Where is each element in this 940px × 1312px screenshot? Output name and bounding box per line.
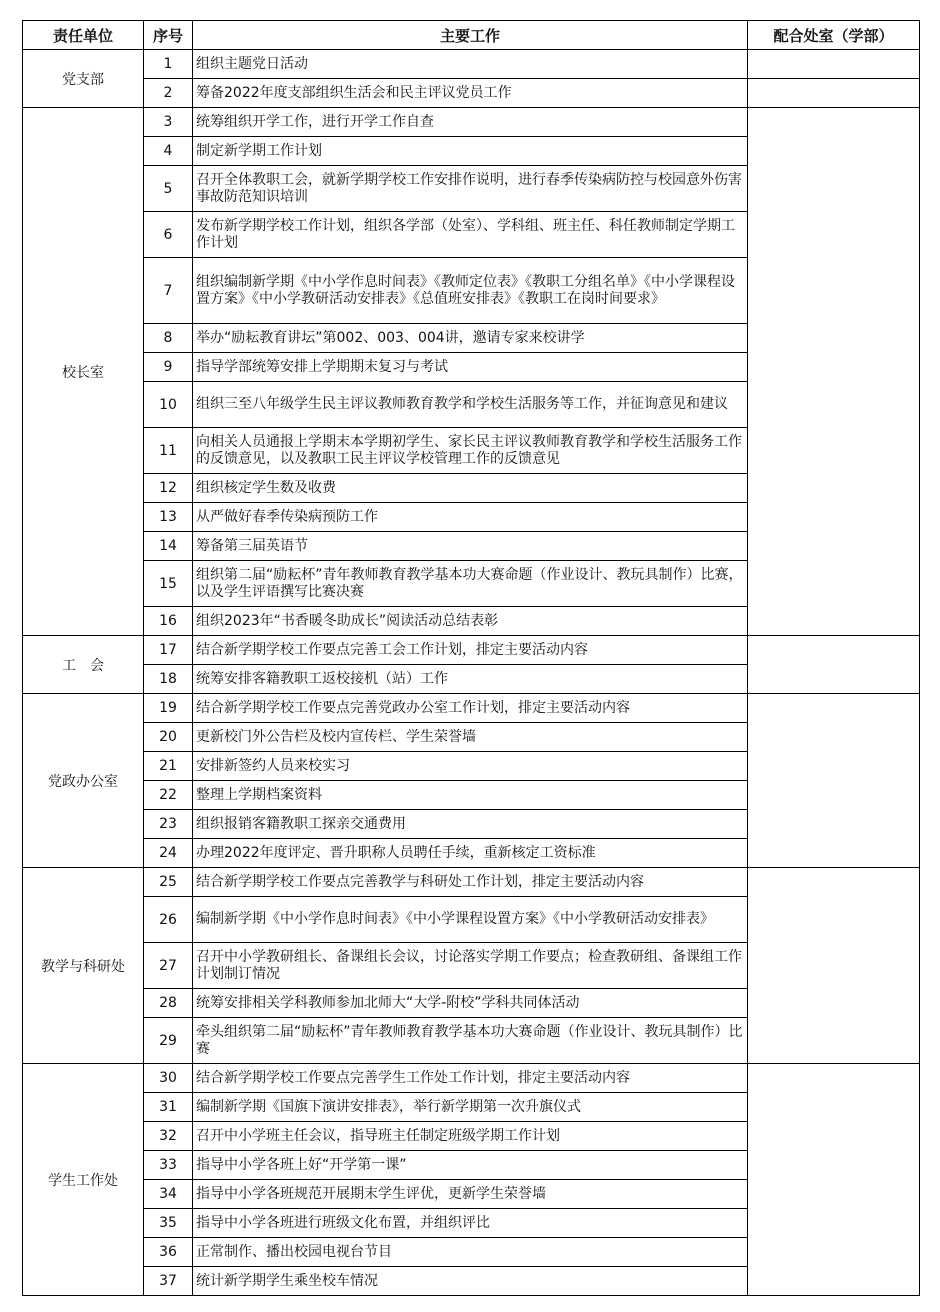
row-number: 6 bbox=[144, 212, 193, 258]
main-work: 牵头组织第二届“励耘杯”青年教师教育教学基本功大赛命题（作业设计、教玩具制作）比赛 bbox=[193, 1018, 748, 1064]
main-work: 组织核定学生数及收费 bbox=[193, 474, 748, 503]
main-work: 办理2022年度评定、晋升职称人员聘任手续，重新核定工资标准 bbox=[193, 839, 748, 868]
main-work: 组织第二届“励耘杯”青年教师教育教学基本功大赛命题（作业设计、教玩具制作）比赛，以及学生评语撰写比赛决赛 bbox=[193, 561, 748, 607]
row-number: 32 bbox=[144, 1122, 193, 1151]
row-number: 21 bbox=[144, 752, 193, 781]
main-work: 指导学部统筹安排上学期期末复习与考试 bbox=[193, 353, 748, 382]
table-row bbox=[23, 868, 920, 897]
main-work: 组织2023年“书香暖冬助成长”阅读活动总结表彰 bbox=[193, 607, 748, 636]
responsible-unit: 工 会 bbox=[23, 636, 144, 694]
main-work: 指导中小学各班进行班级文化布置，并组织评比 bbox=[193, 1209, 748, 1238]
table-row bbox=[23, 79, 920, 108]
header-row bbox=[23, 21, 920, 50]
responsible-unit: 校长室 bbox=[23, 108, 144, 636]
main-work: 召开全体教职工会，就新学期学校工作安排作说明，进行春季传染病防控与校园意外伤害事故防范知识培训 bbox=[193, 166, 748, 212]
row-number: 29 bbox=[144, 1018, 193, 1064]
row-number: 15 bbox=[144, 561, 193, 607]
header-main-work: 主要工作 bbox=[193, 21, 748, 50]
table-row bbox=[23, 50, 920, 79]
main-work: 正常制作、播出校园电视台节目 bbox=[193, 1238, 748, 1267]
row-number: 36 bbox=[144, 1238, 193, 1267]
main-work: 指导中小学各班上好“开学第一课” bbox=[193, 1151, 748, 1180]
main-work: 召开中小学班主任会议，指导班主任制定班级学期工作计划 bbox=[193, 1122, 748, 1151]
main-work: 组织三至八年级学生民主评议教师教育教学和学校生活服务等工作，并征询意见和建议 bbox=[193, 382, 748, 428]
row-number: 22 bbox=[144, 781, 193, 810]
responsible-unit: 党支部 bbox=[23, 50, 144, 108]
table-row bbox=[23, 694, 920, 723]
row-number: 19 bbox=[144, 694, 193, 723]
cooperating-office-cell bbox=[748, 694, 920, 868]
row-number: 26 bbox=[144, 897, 193, 943]
row-number: 28 bbox=[144, 989, 193, 1018]
main-work: 统计新学期学生乘坐校车情况 bbox=[193, 1267, 748, 1296]
table-row bbox=[23, 636, 920, 665]
main-work: 指导中小学各班规范开展期末学生评优，更新学生荣誉墙 bbox=[193, 1180, 748, 1209]
row-number: 27 bbox=[144, 943, 193, 989]
row-number: 1 bbox=[144, 50, 193, 79]
row-number: 16 bbox=[144, 607, 193, 636]
header-unit: 责任单位 bbox=[23, 21, 144, 50]
main-work: 编制新学期《国旗下演讲安排表》，举行新学期第一次升旗仪式 bbox=[193, 1093, 748, 1122]
row-number: 20 bbox=[144, 723, 193, 752]
main-work: 结合新学期学校工作要点完善工会工作计划，排定主要活动内容 bbox=[193, 636, 748, 665]
responsible-unit: 学生工作处 bbox=[23, 1064, 144, 1296]
row-number: 10 bbox=[144, 382, 193, 428]
main-work: 统筹安排相关学科教师参加北师大“大学-附校”学科共同体活动 bbox=[193, 989, 748, 1018]
main-work: 制定新学期工作计划 bbox=[193, 137, 748, 166]
main-work: 组织报销客籍教职工探亲交通费用 bbox=[193, 810, 748, 839]
main-work: 整理上学期档案资料 bbox=[193, 781, 748, 810]
row-number: 34 bbox=[144, 1180, 193, 1209]
row-number: 7 bbox=[144, 258, 193, 324]
row-number: 13 bbox=[144, 503, 193, 532]
cooperating-office-cell bbox=[748, 50, 920, 79]
work-plan-table bbox=[22, 20, 920, 1296]
main-work: 更新校门外公告栏及校内宣传栏、学生荣誉墙 bbox=[193, 723, 748, 752]
main-work: 发布新学期学校工作计划，组织各学部（处室）、学科组、班主任、科任教师制定学期工作计划 bbox=[193, 212, 748, 258]
main-work: 编制新学期《中小学作息时间表》《中小学课程设置方案》《中小学教研活动安排表》 bbox=[193, 897, 748, 943]
main-work: 召开中小学教研组长、备课组长会议，讨论落实学期工作要点；检查教研组、备课组工作计划制订情况 bbox=[193, 943, 748, 989]
row-number: 12 bbox=[144, 474, 193, 503]
main-work: 筹备2022年度支部组织生活会和民主评议党员工作 bbox=[193, 79, 748, 108]
main-work: 向相关人员通报上学期末本学期初学生、家长民主评议教师教育教学和学校生活服务工作的反馈意见，以及教职工民主评议学校管理工作的反馈意见 bbox=[193, 428, 748, 474]
main-work: 结合新学期学校工作要点完善党政办公室工作计划，排定主要活动内容 bbox=[193, 694, 748, 723]
cooperating-office-cell bbox=[748, 108, 920, 636]
row-number: 37 bbox=[144, 1267, 193, 1296]
cooperating-office-cell bbox=[748, 1064, 920, 1296]
row-number: 33 bbox=[144, 1151, 193, 1180]
main-work: 组织编制新学期《中小学作息时间表》《教师定位表》《教职工分组名单》《中小学课程设置方案》《中小学教研活动安排表》《总值班安排表》《教职工在岗时间要求》 bbox=[193, 258, 748, 324]
cooperating-office-cell bbox=[748, 636, 920, 694]
cooperating-office-cell bbox=[748, 79, 920, 108]
main-work: 举办“励耘教育讲坛”第002、003、004讲，邀请专家来校讲学 bbox=[193, 324, 748, 353]
row-number: 5 bbox=[144, 166, 193, 212]
row-number: 23 bbox=[144, 810, 193, 839]
table-row bbox=[23, 108, 920, 137]
responsible-unit: 党政办公室 bbox=[23, 694, 144, 868]
main-work: 组织主题党日活动 bbox=[193, 50, 748, 79]
row-number: 4 bbox=[144, 137, 193, 166]
responsible-unit: 教学与科研处 bbox=[23, 868, 144, 1064]
row-number: 18 bbox=[144, 665, 193, 694]
row-number: 11 bbox=[144, 428, 193, 474]
row-number: 9 bbox=[144, 353, 193, 382]
header-number: 序号 bbox=[144, 21, 193, 50]
table-body bbox=[23, 50, 920, 1296]
cooperating-office-cell bbox=[748, 868, 920, 1064]
row-number: 2 bbox=[144, 79, 193, 108]
row-number: 24 bbox=[144, 839, 193, 868]
main-work: 安排新签约人员来校实习 bbox=[193, 752, 748, 781]
row-number: 30 bbox=[144, 1064, 193, 1093]
main-work: 结合新学期学校工作要点完善教学与科研处工作计划，排定主要活动内容 bbox=[193, 868, 748, 897]
row-number: 25 bbox=[144, 868, 193, 897]
main-work: 统筹组织开学工作，进行开学工作自查 bbox=[193, 108, 748, 137]
row-number: 8 bbox=[144, 324, 193, 353]
row-number: 31 bbox=[144, 1093, 193, 1122]
row-number: 17 bbox=[144, 636, 193, 665]
table-row bbox=[23, 1064, 920, 1093]
main-work: 筹备第三届英语节 bbox=[193, 532, 748, 561]
main-work: 从严做好春季传染病预防工作 bbox=[193, 503, 748, 532]
header-cooperating-office: 配合处室（学部） bbox=[748, 21, 920, 50]
row-number: 35 bbox=[144, 1209, 193, 1238]
main-work: 统筹安排客籍教职工返校接机（站）工作 bbox=[193, 665, 748, 694]
row-number: 14 bbox=[144, 532, 193, 561]
row-number: 3 bbox=[144, 108, 193, 137]
main-work: 结合新学期学校工作要点完善学生工作处工作计划，排定主要活动内容 bbox=[193, 1064, 748, 1093]
